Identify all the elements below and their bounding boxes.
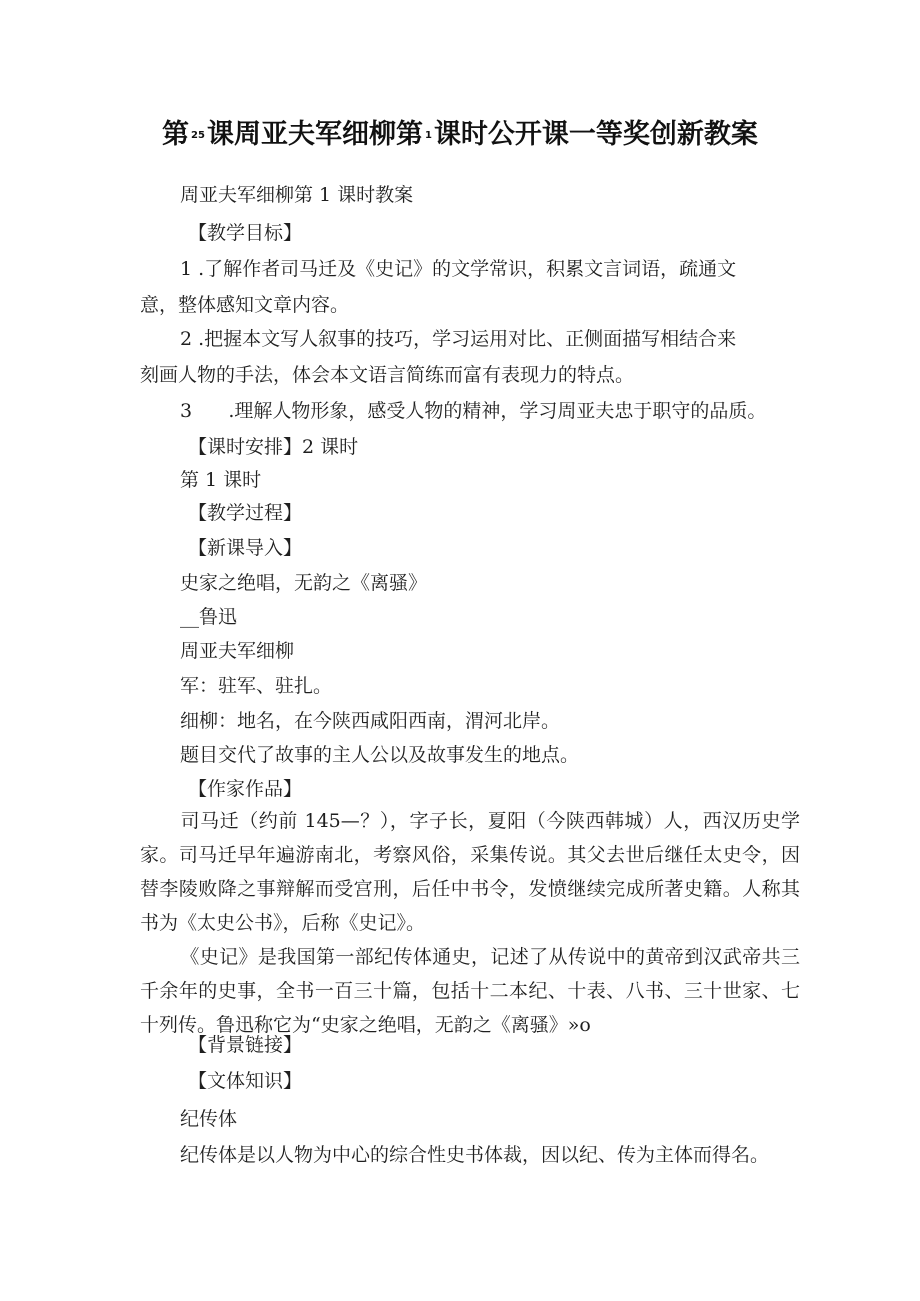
title-repeat: 周亚夫军细柳 [180, 640, 295, 662]
goal-1-line-2: 意，整体感知文章内容。 [140, 294, 350, 316]
process-heading: 【教学过程】 [188, 502, 303, 524]
subtitle: 周亚夫军细柳第 1 课时教案 [180, 184, 414, 206]
jun-definition: 军：驻军、驻扎。 [180, 675, 333, 697]
schedule: 【课时安排】2 课时 [188, 436, 359, 458]
goal-2-line-2: 刻画人物的手法，体会本文语言简练而富有表现力的特点。 [140, 364, 635, 386]
shiji-intro-text: 《史记》是我国第一部纪传体通史，记述了从传说中的黄帝到汉武帝共三千余年的史事，全书一百三十篇，包括十二本纪、十表、八书、三十世家、七十列传。鲁迅称它为“史家之绝唱，无韵之《离骚》»o [140, 946, 800, 1036]
shiji-intro-paragraph [140, 940, 800, 1042]
background-heading: 【背景链接】 [188, 1034, 303, 1056]
author-bio-text: 司马迁（约前 145—？），字子长，夏阳（今陕西韩城）人，西汉历史学家。司马迁早年遍游南北，考察风俗，采集传说。其父去世后继任太史令，因替李陵败降之事辩解而受宫刑，后任中书令，发愤继续完成所著史籍。人称其书为《太史公书》，后称《史记》。 [140, 810, 800, 934]
author-heading: 【作家作品】 [188, 778, 303, 800]
genre-definition: 纪传体是以人物为中心的综合性史书体裁，因以纪、传为主体而得名。 [180, 1144, 770, 1166]
goal-2-line-1: 2 .把握本文写人叙事的技巧，学习运用对比、正侧面描写相结合来 [180, 328, 737, 350]
lesson-1-label: 第 1 课时 [180, 469, 262, 491]
goal-1-line-1: 1 .了解作者司马迁及《史记》的文学常识，积累文言词语，疏通文 [180, 258, 737, 280]
xiliu-definition: 细柳：地名，在今陕西咸阳西南，渭河北岸。 [180, 710, 561, 732]
genre-name: 纪传体 [180, 1108, 238, 1130]
document-title [0, 112, 920, 151]
intro-heading: 【新课导入】 [188, 537, 303, 559]
genre-heading: 【文体知识】 [188, 1070, 303, 1092]
quote-author: __鲁迅 [180, 606, 238, 628]
title-text: 第 [162, 119, 190, 150]
goals-heading: 【教学目标】 [188, 222, 303, 244]
title-text: 课周亚夫军细柳第 [206, 119, 423, 150]
author-bio-paragraph [140, 804, 800, 940]
goal-3: 3 .理解人物形象，感受人物的精神，学习周亚夫忠于职守的品质。 [180, 400, 767, 422]
title-note: 题目交代了故事的主人公以及故事发生的地点。 [180, 744, 580, 766]
title-period-number: 1 [424, 130, 432, 141]
title-lesson-number: 25 [191, 130, 205, 141]
quote: 史家之绝唱，无韵之《离骚》 [180, 572, 428, 594]
title-text: 课时公开课一等奖创新教案 [433, 119, 758, 150]
